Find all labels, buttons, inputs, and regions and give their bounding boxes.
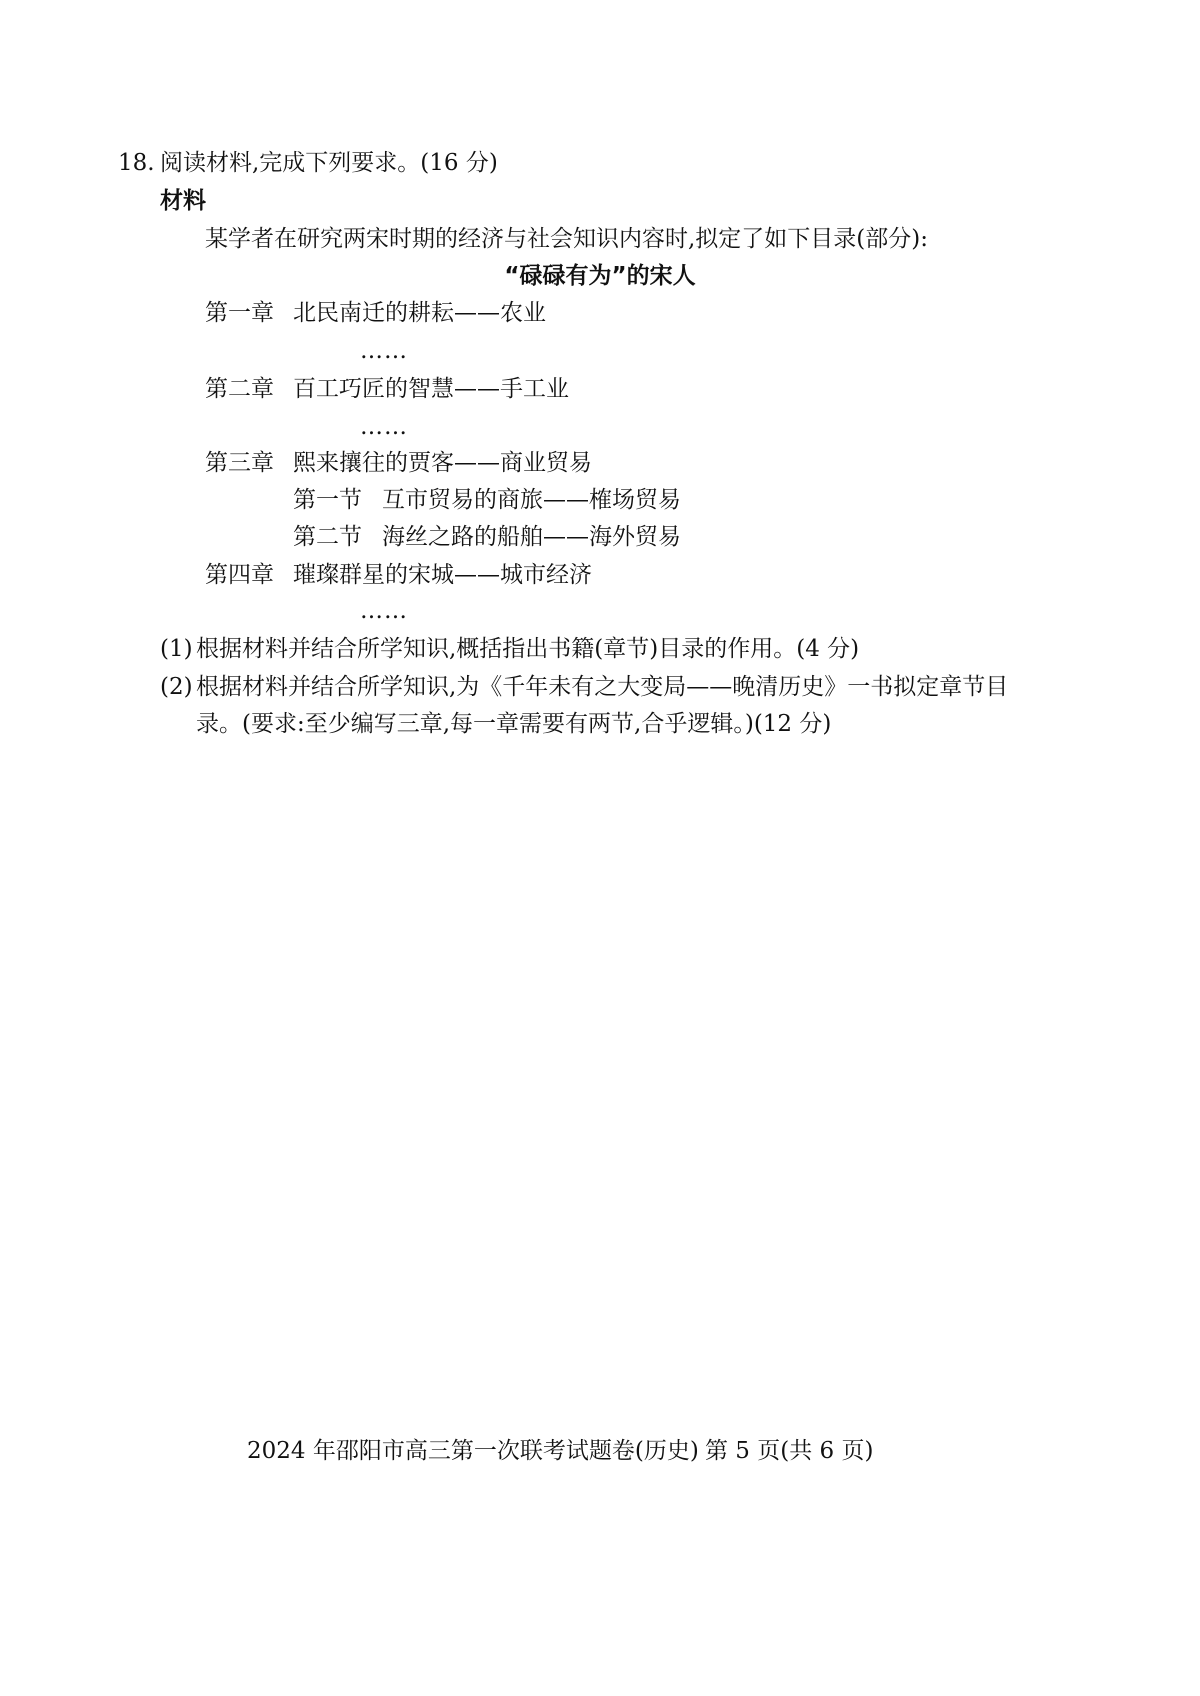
toc-ellipsis: …… <box>360 338 408 364</box>
toc-section-title: 海丝之路的船舶——海外贸易 <box>382 524 681 550</box>
sub-question-label: (1) <box>160 636 193 662</box>
sub-question-label: (2) <box>160 674 193 700</box>
toc-section-label: 第二节 <box>293 524 362 550</box>
footer-page-number: 第 5 页(共 6 页) <box>705 1438 874 1464</box>
footer-exam-title: 2024 年邵阳市高三第一次联考试题卷(历史) <box>247 1438 699 1464</box>
question-prompt: 阅读材料,完成下列要求。(16 分) <box>160 150 498 176</box>
toc-chapter-label: 第一章 <box>205 300 274 326</box>
toc-chapter-title: 熙来攘往的贾客——商业贸易 <box>293 450 592 476</box>
toc-section-label: 第一节 <box>293 487 362 513</box>
toc-section-title: 互市贸易的商旅——榷场贸易 <box>382 487 681 513</box>
sub-question-continuation: 录。(要求:至少编写三章,每一章需要有两节,合乎逻辑。)(12 分) <box>196 711 832 737</box>
sub-question-text: 根据材料并结合所学知识,为《千年未有之大变局——晚清历史》一书拟定章节目 <box>196 674 1009 700</box>
book-title: “碌碌有为”的宋人 <box>504 263 696 289</box>
toc-ellipsis: …… <box>360 414 408 440</box>
toc-chapter-title: 百工巧匠的智慧——手工业 <box>293 376 569 402</box>
toc-chapter-label: 第三章 <box>205 450 274 476</box>
toc-ellipsis: …… <box>360 598 408 624</box>
toc-chapter-label: 第二章 <box>205 376 274 402</box>
toc-chapter-label: 第四章 <box>205 562 274 588</box>
material-intro: 某学者在研究两宋时期的经济与社会知识内容时,拟定了如下目录(部分): <box>205 226 929 252</box>
material-label: 材料 <box>160 188 206 214</box>
toc-chapter-title: 璀璨群星的宋城——城市经济 <box>293 562 592 588</box>
question-number: 18. <box>118 150 155 176</box>
sub-question-text: 根据材料并结合所学知识,概括指出书籍(章节)目录的作用。(4 分) <box>196 636 860 662</box>
toc-chapter-title: 北民南迁的耕耘——农业 <box>293 300 546 326</box>
